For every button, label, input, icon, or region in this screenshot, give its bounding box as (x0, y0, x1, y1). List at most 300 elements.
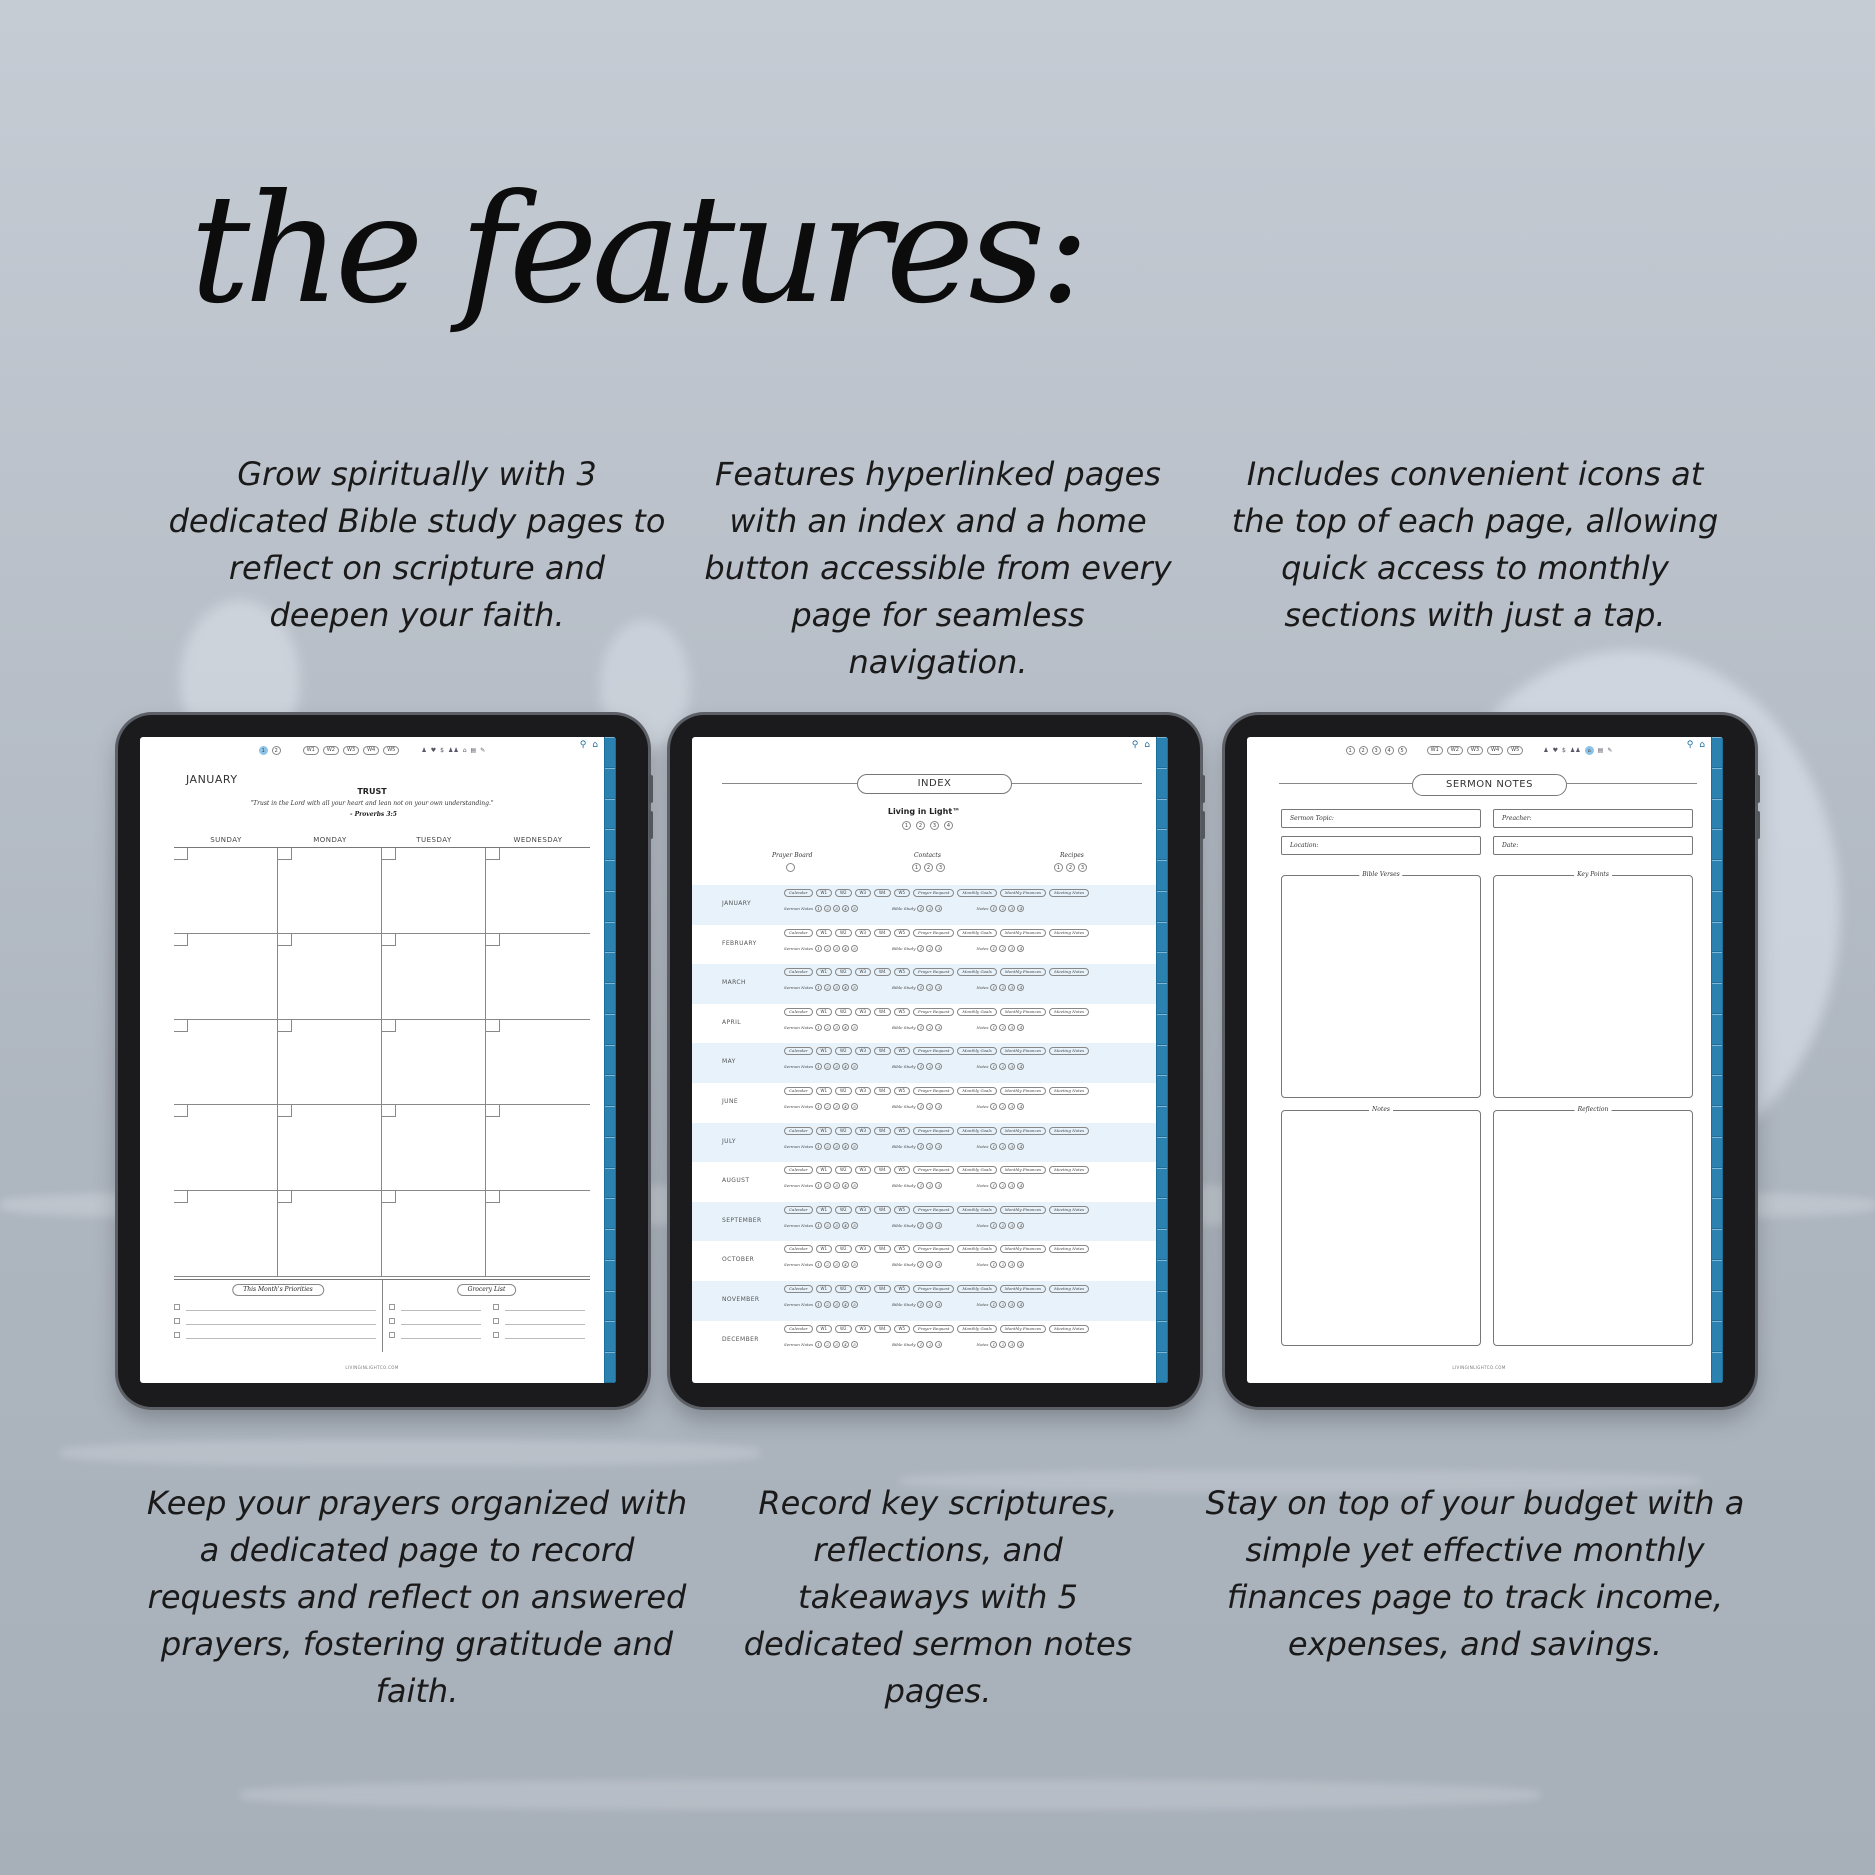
month-link[interactable]: Prayer Request (913, 1206, 954, 1214)
page-link[interactable]: 3 (1008, 905, 1015, 912)
side-tab[interactable] (605, 1137, 615, 1167)
week-link-2[interactable]: W2 (323, 746, 339, 755)
page-link-4[interactable]: 4 (1385, 746, 1394, 755)
month-link[interactable]: W2 (835, 968, 852, 976)
side-tab[interactable] (1712, 1260, 1722, 1290)
page-link[interactable]: 4 (944, 821, 953, 830)
page-link[interactable]: 3 (833, 1222, 840, 1229)
side-tab[interactable] (1712, 768, 1722, 798)
month-link[interactable]: Meeting Notes (1049, 968, 1089, 976)
side-tab[interactable] (1157, 860, 1167, 890)
page-link[interactable]: 1 (815, 1143, 822, 1150)
month-link[interactable]: W4 (874, 1206, 891, 1214)
page-link[interactable]: 2 (824, 1063, 831, 1070)
side-tab[interactable] (1157, 1198, 1167, 1228)
page-link[interactable]: 2 (924, 863, 933, 872)
checkbox[interactable] (174, 1332, 180, 1338)
page-link[interactable]: 1 (917, 1182, 924, 1189)
page-link[interactable]: 3 (936, 863, 945, 872)
month-link[interactable]: Monthly Goals (957, 1245, 996, 1253)
page-link[interactable]: 1 (990, 984, 997, 991)
month-link[interactable]: Meeting Notes (1049, 1206, 1089, 1214)
month-link[interactable]: W2 (835, 1127, 852, 1135)
page-link[interactable]: 4 (1017, 1103, 1024, 1110)
side-tab[interactable] (605, 1260, 615, 1290)
side-tab[interactable] (1157, 1291, 1167, 1321)
month-link[interactable]: W4 (874, 1127, 891, 1135)
calendar-day-cell[interactable] (486, 934, 590, 1020)
page-link[interactable]: 2 (999, 1341, 1006, 1348)
page-link[interactable]: 1 (902, 821, 911, 830)
month-link[interactable]: Monthly Finances (1000, 1047, 1046, 1055)
side-tab[interactable] (1712, 1014, 1722, 1044)
book-icon[interactable]: ▤ (1597, 746, 1604, 754)
page-link[interactable]: 2 (999, 984, 1006, 991)
page-link[interactable]: 3 (833, 1103, 840, 1110)
month-link[interactable]: Monthly Finances (1000, 1087, 1046, 1095)
month-link[interactable]: Monthly Finances (1000, 1166, 1046, 1174)
page-link[interactable]: 1 (815, 1182, 822, 1189)
page-link[interactable]: 2 (926, 984, 933, 991)
page-link[interactable]: 2 (926, 905, 933, 912)
page-link[interactable]: 2 (916, 821, 925, 830)
month-link[interactable]: W3 (855, 929, 872, 937)
page-link[interactable]: 1 (917, 984, 924, 991)
side-tab[interactable] (605, 1045, 615, 1075)
page-link[interactable]: 2 (1066, 863, 1075, 872)
page-link[interactable]: 1 (990, 1222, 997, 1229)
week-link-5[interactable]: W5 (383, 746, 399, 755)
side-tab[interactable] (605, 952, 615, 982)
month-link[interactable]: Monthly Goals (957, 1206, 996, 1214)
home-small-icon[interactable]: ⌂ (462, 746, 467, 754)
month-link[interactable]: Meeting Notes (1049, 1285, 1089, 1293)
week-link-2[interactable]: W2 (1447, 746, 1463, 755)
page-link[interactable]: 2 (926, 1222, 933, 1229)
page-link-2[interactable]: 2 (272, 746, 281, 755)
side-tab[interactable] (1157, 1321, 1167, 1351)
month-link[interactable]: W1 (816, 889, 833, 897)
page-link[interactable]: 2 (999, 1222, 1006, 1229)
page-link[interactable]: 1 (912, 863, 921, 872)
home-icon[interactable]: ⌂ (592, 740, 598, 750)
side-tab[interactable] (1157, 799, 1167, 829)
checkbox[interactable] (389, 1304, 395, 1310)
side-tab[interactable] (1712, 1291, 1722, 1321)
month-link[interactable]: Monthly Goals (957, 1325, 996, 1333)
month-link[interactable]: Meeting Notes (1049, 1325, 1089, 1333)
month-link[interactable]: W2 (835, 1047, 852, 1055)
side-tab[interactable] (1157, 922, 1167, 952)
page-link[interactable]: 3 (833, 1341, 840, 1348)
side-tab[interactable] (1712, 1321, 1722, 1351)
month-link[interactable]: Prayer Request (913, 889, 954, 897)
page-link[interactable]: 3 (833, 1301, 840, 1308)
month-link[interactable]: W1 (816, 968, 833, 976)
month-link[interactable]: Meeting Notes (1049, 1127, 1089, 1135)
page-link[interactable]: 3 (930, 821, 939, 830)
page-link[interactable]: 1 (917, 1222, 924, 1229)
home-small-icon[interactable]: ⌂ (1585, 746, 1594, 755)
page-link[interactable]: 4 (1017, 984, 1024, 991)
page-link[interactable]: 4 (842, 945, 849, 952)
page-link[interactable]: 2 (926, 1182, 933, 1189)
calendar-day-cell[interactable] (486, 848, 590, 934)
dollar-icon[interactable]: $ (440, 746, 444, 754)
calendar-day-cell[interactable] (278, 1105, 382, 1191)
calendar-day-cell[interactable] (382, 934, 486, 1020)
page-link[interactable]: 2 (999, 1143, 1006, 1150)
calendar-day-cell[interactable] (278, 1191, 382, 1277)
pencil-icon[interactable]: ✎ (480, 746, 486, 754)
month-link[interactable]: Monthly Goals (957, 1127, 996, 1135)
month-link[interactable]: W5 (894, 889, 911, 897)
calendar-day-cell[interactable] (382, 1105, 486, 1191)
notes-box[interactable] (1281, 1106, 1481, 1346)
month-link[interactable]: W3 (855, 1325, 872, 1333)
page-link[interactable]: 2 (824, 984, 831, 991)
month-link[interactable]: Calendar (784, 1245, 813, 1253)
side-tab[interactable] (1157, 1229, 1167, 1259)
side-tab[interactable] (1712, 983, 1722, 1013)
page-link[interactable]: 1 (917, 905, 924, 912)
side-tab[interactable] (1157, 891, 1167, 921)
month-link[interactable]: Prayer Request (913, 1285, 954, 1293)
side-tab[interactable] (1712, 860, 1722, 890)
page-link[interactable]: 4 (842, 1063, 849, 1070)
month-link[interactable]: Calendar (784, 1206, 813, 1214)
page-link[interactable]: 4 (842, 905, 849, 912)
page-link[interactable]: 1 (1054, 863, 1063, 872)
month-link[interactable]: W2 (835, 1285, 852, 1293)
page-link[interactable]: 1 (990, 1024, 997, 1031)
page-link[interactable]: 3 (935, 1261, 942, 1268)
page-link[interactable]: 1 (815, 905, 822, 912)
calendar-day-cell[interactable] (278, 1020, 382, 1106)
week-link-4[interactable]: W4 (1487, 746, 1503, 755)
month-link[interactable]: W1 (816, 1047, 833, 1055)
side-tab[interactable] (1712, 1075, 1722, 1105)
page-link[interactable]: 2 (999, 1182, 1006, 1189)
pencil-icon[interactable]: ✎ (1607, 746, 1613, 754)
page-link[interactable]: 2 (999, 1301, 1006, 1308)
side-tab[interactable] (1712, 1168, 1722, 1198)
month-link[interactable]: W2 (835, 889, 852, 897)
page-link[interactable]: 1 (917, 945, 924, 952)
calendar-day-cell[interactable] (486, 1020, 590, 1106)
side-tab[interactable] (1712, 737, 1722, 767)
page-link[interactable]: 2 (824, 945, 831, 952)
page-link-1[interactable]: 1 (259, 746, 268, 755)
page-link[interactable]: 3 (1008, 1103, 1015, 1110)
month-link[interactable]: W1 (816, 1008, 833, 1016)
page-link-3[interactable]: 3 (1372, 746, 1381, 755)
page-link-5[interactable]: 5 (1398, 746, 1407, 755)
side-tab[interactable] (1712, 952, 1722, 982)
checkbox[interactable] (389, 1318, 395, 1324)
preacher-field[interactable]: Preacher: (1493, 809, 1693, 828)
month-link[interactable]: W2 (835, 1245, 852, 1253)
month-link[interactable]: W1 (816, 1206, 833, 1214)
month-link[interactable]: Meeting Notes (1049, 1047, 1089, 1055)
calendar-day-cell[interactable] (174, 848, 278, 934)
page-link[interactable]: 1 (990, 1301, 997, 1308)
checkbox[interactable] (493, 1332, 499, 1338)
page-link[interactable]: 1 (815, 1301, 822, 1308)
month-link[interactable]: W3 (855, 1127, 872, 1135)
page-link[interactable]: 4 (842, 1143, 849, 1150)
side-tab[interactable] (1712, 891, 1722, 921)
page-link[interactable]: 3 (935, 945, 942, 952)
page-link[interactable]: 4 (1017, 1063, 1024, 1070)
page-link[interactable]: 1 (917, 1143, 924, 1150)
side-tab[interactable] (1157, 1260, 1167, 1290)
side-tab[interactable] (605, 983, 615, 1013)
side-tab[interactable] (1712, 1137, 1722, 1167)
page-link[interactable]: 4 (1017, 1222, 1024, 1229)
side-tab[interactable] (605, 1198, 615, 1228)
month-link[interactable]: W3 (855, 1285, 872, 1293)
month-link[interactable]: Monthly Goals (957, 1166, 996, 1174)
month-link[interactable]: W5 (894, 1206, 911, 1214)
side-tab[interactable] (1157, 1352, 1167, 1382)
month-link[interactable]: Monthly Goals (957, 1008, 996, 1016)
month-link[interactable]: Monthly Finances (1000, 1206, 1046, 1214)
page-link[interactable]: 1 (917, 1024, 924, 1031)
page-link[interactable] (786, 863, 795, 872)
page-link[interactable]: 3 (1008, 1301, 1015, 1308)
page-link[interactable]: 4 (842, 1341, 849, 1348)
page-link[interactable]: 3 (833, 905, 840, 912)
side-tab[interactable] (1712, 1229, 1722, 1259)
month-link[interactable]: Monthly Finances (1000, 1285, 1046, 1293)
side-tab[interactable] (1157, 1045, 1167, 1075)
page-link[interactable]: 2 (824, 1341, 831, 1348)
page-link[interactable]: 2 (926, 1063, 933, 1070)
month-link[interactable]: W4 (874, 1008, 891, 1016)
page-link[interactable]: 2 (824, 1182, 831, 1189)
page-link[interactable]: 5 (851, 1341, 858, 1348)
page-link[interactable]: 4 (842, 1182, 849, 1189)
heart-icon[interactable]: ♥ (430, 746, 437, 754)
page-link[interactable]: 2 (926, 1301, 933, 1308)
month-link[interactable]: Monthly Goals (957, 889, 996, 897)
page-link[interactable]: 3 (833, 1143, 840, 1150)
page-link-2[interactable]: 2 (1359, 746, 1368, 755)
side-tab[interactable] (605, 1321, 615, 1351)
page-link[interactable]: 5 (851, 905, 858, 912)
page-link[interactable]: 1 (990, 1341, 997, 1348)
page-link[interactable]: 2 (926, 1103, 933, 1110)
month-link[interactable]: Prayer Request (913, 1008, 954, 1016)
week-link-1[interactable]: W1 (1427, 746, 1443, 755)
month-link[interactable]: W3 (855, 1245, 872, 1253)
side-tab[interactable] (1157, 768, 1167, 798)
page-link[interactable]: 1 (815, 1222, 822, 1229)
page-link[interactable]: 2 (926, 1341, 933, 1348)
page-link[interactable]: 1 (990, 905, 997, 912)
date-field[interactable]: Date: (1493, 836, 1693, 855)
month-link[interactable]: W4 (874, 1047, 891, 1055)
month-link[interactable]: W3 (855, 1206, 872, 1214)
page-link[interactable]: 1 (815, 1024, 822, 1031)
heart-icon[interactable]: ♥ (1552, 746, 1559, 754)
side-tab[interactable] (1712, 922, 1722, 952)
page-link[interactable]: 2 (824, 1301, 831, 1308)
month-link[interactable]: Meeting Notes (1049, 889, 1089, 897)
page-link[interactable]: 1 (815, 1261, 822, 1268)
page-link[interactable]: 1 (917, 1261, 924, 1268)
page-link[interactable]: 4 (842, 1024, 849, 1031)
month-link[interactable]: W4 (874, 1166, 891, 1174)
month-link[interactable]: Monthly Finances (1000, 889, 1046, 897)
page-link[interactable]: 4 (1017, 945, 1024, 952)
page-link[interactable]: 3 (833, 1261, 840, 1268)
calendar-day-cell[interactable] (174, 934, 278, 1020)
checkbox[interactable] (174, 1318, 180, 1324)
page-link[interactable]: 2 (999, 905, 1006, 912)
month-link[interactable]: Calendar (784, 1127, 813, 1135)
month-link[interactable]: W2 (835, 1087, 852, 1095)
page-link[interactable]: 4 (1017, 1261, 1024, 1268)
month-link[interactable]: Prayer Request (913, 1166, 954, 1174)
person-icon[interactable]: ♟ (1543, 746, 1549, 754)
page-link[interactable]: 1 (917, 1301, 924, 1308)
page-link[interactable]: 2 (999, 1261, 1006, 1268)
checkbox[interactable] (493, 1318, 499, 1324)
month-link[interactable]: W5 (894, 968, 911, 976)
month-link[interactable]: W4 (874, 1285, 891, 1293)
bible-verses-box[interactable] (1281, 871, 1481, 1098)
month-link[interactable]: W3 (855, 1087, 872, 1095)
page-link[interactable]: 3 (833, 1024, 840, 1031)
page-link[interactable]: 3 (935, 1222, 942, 1229)
month-link[interactable]: W2 (835, 1166, 852, 1174)
page-link[interactable]: 1 (990, 945, 997, 952)
page-link[interactable]: 4 (1017, 1024, 1024, 1031)
book-icon[interactable]: ▤ (470, 746, 477, 754)
month-link[interactable]: W1 (816, 1166, 833, 1174)
month-link[interactable]: Meeting Notes (1049, 1245, 1089, 1253)
side-tab[interactable] (1712, 799, 1722, 829)
month-link[interactable]: Calendar (784, 889, 813, 897)
side-tab[interactable] (1712, 1045, 1722, 1075)
page-link[interactable]: 3 (1008, 1222, 1015, 1229)
month-link[interactable]: W5 (894, 1245, 911, 1253)
page-link[interactable]: 2 (824, 1024, 831, 1031)
month-link[interactable]: W3 (855, 968, 872, 976)
page-link[interactable]: 4 (842, 1261, 849, 1268)
page-link[interactable]: 3 (1078, 863, 1087, 872)
side-tab[interactable] (605, 1229, 615, 1259)
month-link[interactable]: W3 (855, 1047, 872, 1055)
page-link[interactable]: 1 (815, 945, 822, 952)
page-link[interactable]: 3 (1008, 1143, 1015, 1150)
month-link[interactable]: Calendar (784, 1047, 813, 1055)
page-link[interactable]: 3 (833, 945, 840, 952)
page-link[interactable]: 5 (851, 1103, 858, 1110)
month-link[interactable]: W1 (816, 929, 833, 937)
month-link[interactable]: W2 (835, 1008, 852, 1016)
checkbox[interactable] (493, 1304, 499, 1310)
dollar-icon[interactable]: $ (1562, 746, 1566, 754)
page-link[interactable]: 1 (990, 1063, 997, 1070)
page-link[interactable]: 1 (990, 1103, 997, 1110)
month-link[interactable]: W5 (894, 1087, 911, 1095)
calendar-day-cell[interactable] (278, 934, 382, 1020)
side-tab[interactable] (605, 1106, 615, 1136)
page-link[interactable]: 4 (1017, 1182, 1024, 1189)
side-tab[interactable] (605, 922, 615, 952)
page-link[interactable]: 3 (935, 1143, 942, 1150)
month-link[interactable]: Monthly Finances (1000, 968, 1046, 976)
side-tab[interactable] (605, 891, 615, 921)
page-link[interactable]: 2 (824, 1261, 831, 1268)
page-link[interactable]: 2 (824, 905, 831, 912)
month-link[interactable]: W4 (874, 889, 891, 897)
page-link[interactable]: 5 (851, 1301, 858, 1308)
page-link[interactable]: 3 (935, 984, 942, 991)
search-icon[interactable]: ⚲ (579, 740, 587, 750)
reflection-box[interactable] (1493, 1106, 1693, 1346)
side-tab[interactable] (1712, 1106, 1722, 1136)
month-link[interactable]: W4 (874, 929, 891, 937)
checkbox[interactable] (389, 1332, 395, 1338)
month-link[interactable]: W4 (874, 1245, 891, 1253)
side-tab[interactable] (605, 1075, 615, 1105)
page-link[interactable]: 3 (1008, 984, 1015, 991)
page-link[interactable]: 3 (833, 984, 840, 991)
page-link[interactable]: 5 (851, 984, 858, 991)
month-link[interactable]: W5 (894, 1166, 911, 1174)
sermon-topic-field[interactable]: Sermon Topic: (1281, 809, 1481, 828)
month-link[interactable]: W2 (835, 929, 852, 937)
side-tab[interactable] (605, 1352, 615, 1382)
side-tab[interactable] (1157, 952, 1167, 982)
month-link[interactable]: Calendar (784, 1285, 813, 1293)
page-link[interactable]: 2 (926, 945, 933, 952)
page-link[interactable]: 1 (917, 1341, 924, 1348)
page-link[interactable]: 3 (1008, 1341, 1015, 1348)
home-icon[interactable]: ⌂ (1699, 740, 1705, 750)
month-link[interactable]: W1 (816, 1285, 833, 1293)
side-tab[interactable] (605, 1014, 615, 1044)
home-icon[interactable]: ⌂ (1144, 740, 1150, 750)
page-link[interactable]: 3 (1008, 1182, 1015, 1189)
page-link[interactable]: 1 (815, 1063, 822, 1070)
page-link[interactable]: 5 (851, 1222, 858, 1229)
key-points-box[interactable] (1493, 871, 1693, 1098)
page-link[interactable]: 4 (1017, 1143, 1024, 1150)
page-link[interactable]: 3 (935, 1301, 942, 1308)
page-link[interactable]: 5 (851, 945, 858, 952)
page-link[interactable]: 2 (926, 1143, 933, 1150)
page-link[interactable]: 4 (842, 1301, 849, 1308)
month-link[interactable]: Monthly Finances (1000, 1127, 1046, 1135)
month-link[interactable]: W5 (894, 1047, 911, 1055)
month-link[interactable]: Monthly Finances (1000, 929, 1046, 937)
page-link[interactable]: 1 (815, 1341, 822, 1348)
page-link[interactable]: 4 (1017, 1341, 1024, 1348)
side-tab[interactable] (1712, 1198, 1722, 1228)
side-tab[interactable] (605, 799, 615, 829)
week-link-3[interactable]: W3 (343, 746, 359, 755)
calendar-day-cell[interactable] (174, 1105, 278, 1191)
calendar-day-cell[interactable] (382, 1191, 486, 1277)
month-link[interactable]: Calendar (784, 968, 813, 976)
side-tab[interactable] (1157, 983, 1167, 1013)
month-link[interactable]: Prayer Request (913, 1245, 954, 1253)
